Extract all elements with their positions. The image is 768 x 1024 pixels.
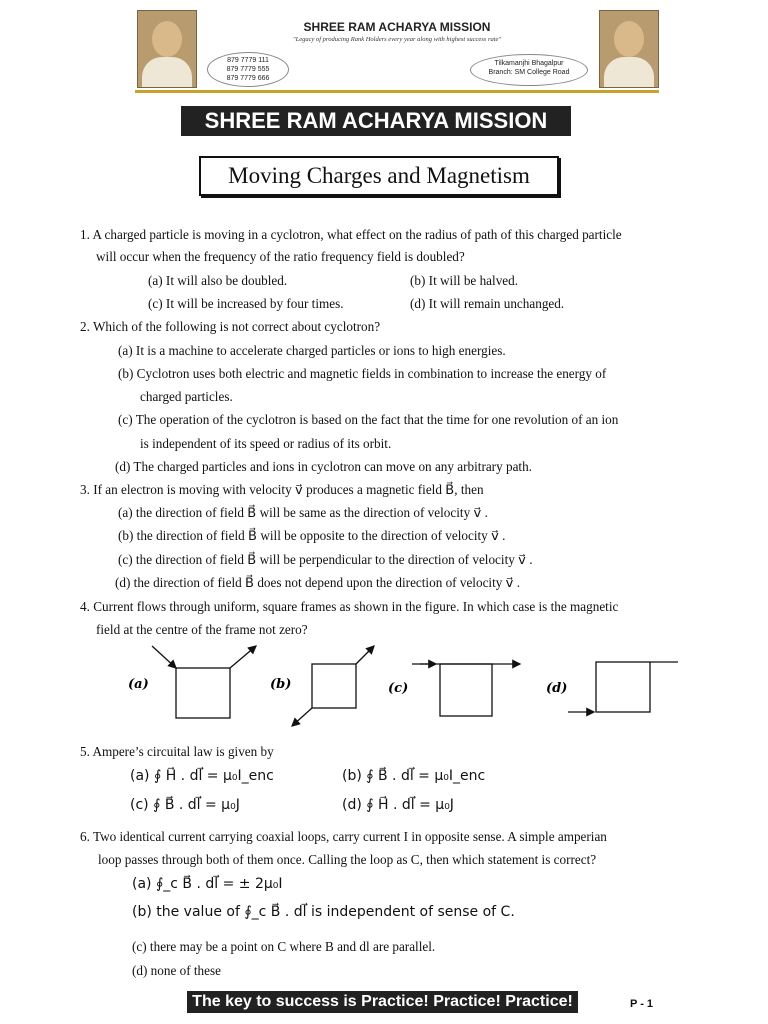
address-line: Tilkamanjhi Bhagalpur [494, 60, 564, 67]
q5-option-d: (d) ∮ H⃗ . dl⃗ = μ₀J [342, 797, 454, 813]
q2-option-b: (b) Cyclotron uses both electric and magnetic fields in combination to increase the energy of [118, 366, 607, 381]
q4-text: 4. Current flows through uniform, square frames as shown in the figure. In which case is the magnetic [80, 599, 619, 614]
header-banner [135, 8, 659, 93]
current-arrow-in [152, 646, 176, 668]
figure-label-a: (a) [128, 677, 149, 692]
chapter-title: Moving Charges and Magnetism [199, 156, 559, 196]
q5-option-c: (c) ∮ B⃗ . dl⃗ = μ₀J [130, 797, 240, 813]
frame-c [440, 664, 492, 716]
current-arrow-out [356, 646, 374, 664]
address-block [470, 54, 588, 86]
frame-b [312, 664, 356, 708]
phone-number: 879 7779 111 [227, 57, 269, 64]
phone-numbers [207, 52, 289, 87]
q4-text: field at the centre of the frame not zero? [96, 622, 308, 637]
q1-option-a: (a) It will also be doubled. [148, 273, 288, 288]
page-number: P - 1 [630, 998, 654, 1010]
q5-option-b: (b) ∮ B⃗ . dl⃗ = μ₀I_enc [342, 768, 486, 784]
q3-option-c: (c) the direction of field B⃗ will be perpendicular to the direction of velocity v⃗ . [118, 552, 533, 567]
q3-option-d: (d) the direction of field B⃗ does not depend upon the direction of velocity v⃗ . [115, 575, 521, 590]
frame-a [176, 668, 230, 718]
q6-option-a: (a) ∮_c B⃗ . dl⃗ = ± 2μ₀I [132, 876, 283, 892]
mission-title: SHREE RAM ACHARYA MISSION [181, 106, 571, 136]
q2-option-a: (a) It is a machine to accelerate charged particles or ions to high energies. [118, 343, 506, 358]
q2-option-b-cont: charged particles. [140, 389, 233, 404]
q2-option-d: (d) The charged particles and ions in cyclotron can move on any arbitrary path. [115, 459, 532, 474]
q3-option-b: (b) the direction of field B⃗ will be opposite to the direction of velocity v⃗ . [118, 528, 506, 543]
figure-label-d: (d) [546, 681, 568, 696]
banner-title: SHREE RAM ACHARYA MISSION [303, 20, 491, 34]
current-arrow-out [292, 708, 312, 726]
q3-text: 3. If an electron is moving with velocity v⃗ produces a magnetic field B⃗, then [80, 482, 484, 497]
q1-option-d: (d) It will remain unchanged. [410, 296, 565, 311]
banner-tagline: "Legacy of producing Rank Holders every year along with highest success rate" [292, 36, 502, 43]
phone-number: 879 7779 666 [226, 75, 270, 82]
q6-option-c: (c) there may be a point on C where B and dl are parallel. [132, 939, 436, 954]
q1-text: 1. A charged particle is moving in a cyclotron, what effect on the radius of path of this charged particle [80, 227, 622, 242]
phone-number: 879 7779 555 [226, 66, 270, 73]
q3-option-a: (a) the direction of field B⃗ will be same as the direction of velocity v⃗ . [118, 505, 488, 520]
q6-text: loop passes through both of them once. Calling the loop as C, then which statement is correct? [98, 852, 597, 867]
frame-d [596, 662, 650, 712]
q6-option-d: (d) none of these [132, 963, 221, 978]
q1-text: will occur when the frequency of the ratio frequency field is doubled? [96, 249, 465, 264]
current-arrow-out [230, 646, 256, 668]
q1-option-b: (b) It will be halved. [410, 273, 519, 288]
square-frames-figure [120, 640, 690, 732]
figure-label-c: (c) [388, 681, 409, 696]
q2-option-c-cont: is independent of its speed or radius of its orbit. [140, 436, 392, 451]
q5-text: 5. Ampere’s circuital law is given by [80, 744, 274, 759]
q2-option-c: (c) The operation of the cyclotron is based on the fact that the time for one revolution of an ion [118, 412, 619, 427]
figure-label-b: (b) [270, 677, 292, 692]
footer-slogan: The key to success is Practice! Practice! Practice! [187, 991, 578, 1013]
address-line: Branch: SM College Road [488, 69, 570, 76]
q6-option-b: (b) the value of ∮_c B⃗ . dl⃗ is independent of sense of C. [132, 904, 515, 920]
q2-text: 2. Which of the following is not correct about cyclotron? [80, 319, 381, 334]
q5-option-a: (a) ∮ H⃗ . dl⃗ = μ₀I_enc [130, 768, 274, 784]
q1-option-c: (c) It will be increased by four times. [148, 296, 344, 311]
q6-text: 6. Two identical current carrying coaxial loops, carry current I in opposite sense. A simple amperian [80, 829, 607, 844]
